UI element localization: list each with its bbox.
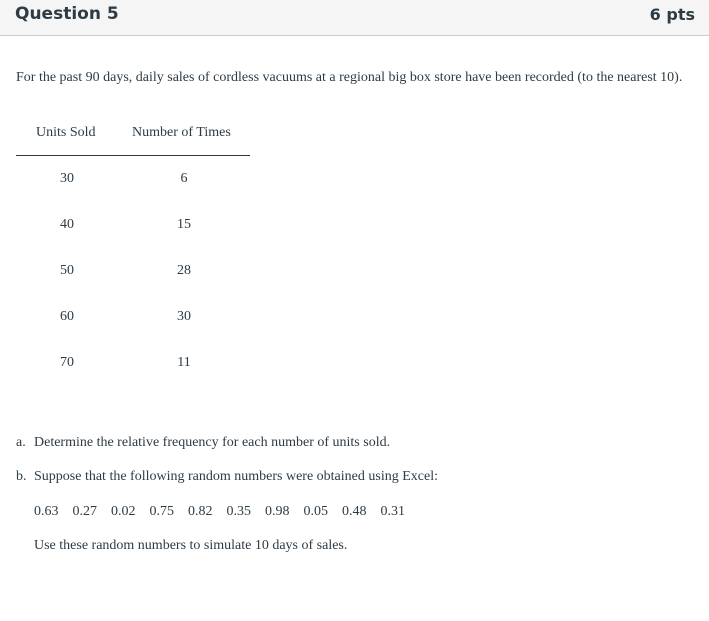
column-header-number-of-times: Number of Times xyxy=(132,125,231,140)
random-number: 0.05 xyxy=(303,504,328,519)
random-number: 0.02 xyxy=(111,504,136,519)
cell-number-of-times: 28 xyxy=(177,263,191,278)
part-a-letter: a. xyxy=(16,435,26,450)
column-header-units-sold: Units Sold xyxy=(36,125,96,140)
simulation-instruction: Use these random numbers to simulate 10 days of sales. xyxy=(34,538,348,553)
table-row xyxy=(16,340,250,386)
cell-units-sold: 60 xyxy=(60,309,74,324)
table-row xyxy=(16,156,250,202)
table-row xyxy=(16,202,250,248)
random-number: 0.31 xyxy=(380,504,405,519)
cell-units-sold: 50 xyxy=(60,263,74,278)
random-number: 0.27 xyxy=(72,504,97,519)
table-row xyxy=(16,248,250,294)
part-b xyxy=(16,466,696,488)
question-points: 6 pts xyxy=(649,5,695,24)
cell-number-of-times: 30 xyxy=(177,309,191,324)
question-header xyxy=(0,0,709,36)
part-b-letter: b. xyxy=(16,469,27,484)
question-title: Question 5 xyxy=(15,4,119,24)
random-number: 0.63 xyxy=(34,504,59,519)
random-number: 0.75 xyxy=(149,504,174,519)
table-row xyxy=(16,294,250,340)
cell-units-sold: 30 xyxy=(60,171,74,186)
random-number: 0.98 xyxy=(265,504,290,519)
random-numbers-list xyxy=(34,501,416,523)
random-number: 0.82 xyxy=(188,504,213,519)
random-number: 0.48 xyxy=(342,504,367,519)
random-number: 0.35 xyxy=(226,504,251,519)
question-intro: For the past 90 days, daily sales of cordless vacuums at a regional big box store have been recorded (to the nearest 10). xyxy=(16,70,683,85)
part-a-text: Determine the relative frequency for each number of units sold. xyxy=(34,435,391,450)
cell-units-sold: 40 xyxy=(60,217,74,232)
cell-number-of-times: 11 xyxy=(177,355,191,370)
cell-number-of-times: 6 xyxy=(180,171,188,186)
sales-table xyxy=(16,122,250,386)
part-b-text: Suppose that the following random numbers were obtained using Excel: xyxy=(34,469,438,484)
cell-units-sold: 70 xyxy=(60,355,74,370)
part-a xyxy=(16,432,696,454)
question-parts xyxy=(16,432,696,553)
cell-number-of-times: 15 xyxy=(177,217,191,232)
table-header xyxy=(16,122,250,156)
